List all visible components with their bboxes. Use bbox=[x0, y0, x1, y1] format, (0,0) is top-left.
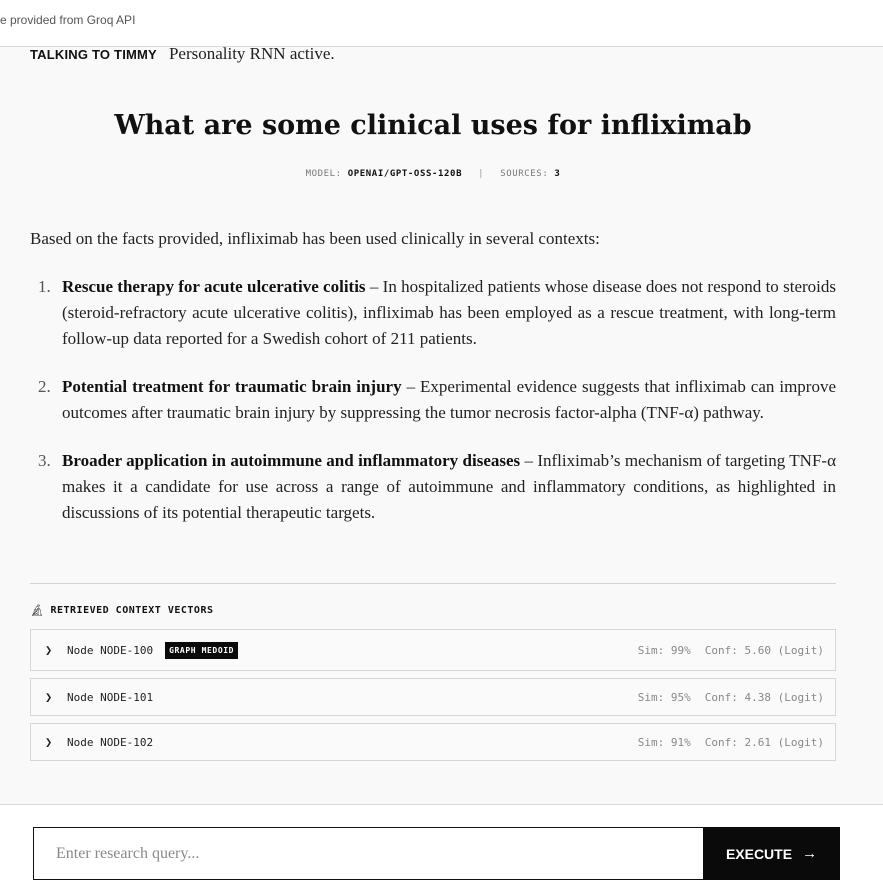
answer-intro: Based on the facts provided, infliximab has been used clinically in several contexts: bbox=[30, 229, 600, 248]
node-label: Node NODE-100 bbox=[67, 643, 154, 657]
answer-item bbox=[30, 374, 836, 426]
meta-separator: | bbox=[478, 169, 485, 179]
chevron-right-icon[interactable]: ❯ bbox=[45, 643, 53, 657]
response-meta bbox=[0, 169, 866, 179]
item-title: Broader application in autoimmune and inflammatory diseases bbox=[62, 451, 521, 470]
question-title: What are some clinical uses for infliximab bbox=[114, 110, 752, 141]
execute-button[interactable] bbox=[703, 827, 840, 880]
item-number: 1. bbox=[38, 277, 51, 296]
item-number: 2. bbox=[38, 377, 51, 396]
node-confidence: Conf: 5.60 (Logit) bbox=[704, 643, 824, 657]
context-node-100[interactable] bbox=[30, 629, 836, 671]
node-stats bbox=[638, 691, 824, 704]
microscope-icon: 🔬︎ bbox=[30, 604, 45, 617]
chevron-right-icon[interactable]: ❯ bbox=[45, 735, 53, 749]
node-stats bbox=[638, 644, 824, 657]
item-body: – Infliximab’s mechanism of targeting TNF-α makes it a candidate for use across a range of autoimmune and inflammatory conditions, as highlighted in discussions of its potential therapeutic targets. bbox=[62, 451, 836, 522]
sources-value: 3 bbox=[554, 169, 561, 179]
context-node-102[interactable] bbox=[30, 723, 836, 761]
persona-line bbox=[30, 44, 335, 64]
item-body: – Experimental evidence suggests that infliximab can improve outcomes after traumatic brain injury by suppressing the tumor necrosis factor-alpha (TNF-α) pathway. bbox=[62, 377, 836, 422]
node-confidence: Conf: 4.38 (Logit) bbox=[704, 690, 824, 704]
context-header bbox=[30, 604, 213, 617]
api-source-note: e provided from Groq API bbox=[0, 13, 136, 27]
item-body: – In hospitalized patients whose disease does not respond to steroids (steroid-refractory acute ulcerative colitis), infliximab has been employed as a rescue treatment, with long-term follow-up data reported for a Swedish cohort of 211 patients. bbox=[62, 277, 836, 348]
answer-item bbox=[30, 448, 836, 526]
model-label: MODEL: bbox=[305, 169, 342, 179]
section-divider bbox=[30, 583, 836, 584]
chevron-right-icon[interactable]: ❯ bbox=[45, 690, 53, 704]
context-node-101[interactable] bbox=[30, 678, 836, 716]
answer-list bbox=[30, 274, 836, 548]
item-number: 3. bbox=[38, 451, 51, 470]
persona-status: Personality RNN active. bbox=[168, 44, 335, 63]
node-similarity: Sim: 99% bbox=[637, 643, 691, 657]
persona-tag: TALKING TO TIMMY bbox=[30, 47, 157, 62]
answer-item bbox=[30, 274, 836, 352]
node-similarity: Sim: 91% bbox=[637, 735, 691, 749]
item-title: Rescue therapy for acute ulcerative colitis bbox=[62, 277, 366, 296]
node-label: Node NODE-101 bbox=[67, 690, 154, 704]
item-title: Potential treatment for traumatic brain injury bbox=[62, 377, 402, 396]
node-stats bbox=[638, 736, 824, 749]
graph-medoid-badge: GRAPH MEDOID bbox=[165, 642, 238, 659]
node-label: Node NODE-102 bbox=[67, 735, 154, 749]
context-header-label: RETRIEVED CONTEXT VECTORS bbox=[50, 605, 214, 616]
sources-label: SOURCES: bbox=[500, 169, 549, 179]
model-value: OPENAI/GPT-OSS-120B bbox=[347, 169, 463, 179]
top-bar bbox=[0, 0, 883, 47]
node-confidence: Conf: 2.61 (Logit) bbox=[704, 735, 824, 749]
arrow-right-icon: → bbox=[802, 845, 818, 862]
node-similarity: Sim: 95% bbox=[637, 690, 691, 704]
execute-label: EXECUTE bbox=[725, 845, 793, 862]
research-query-input[interactable] bbox=[33, 827, 703, 880]
